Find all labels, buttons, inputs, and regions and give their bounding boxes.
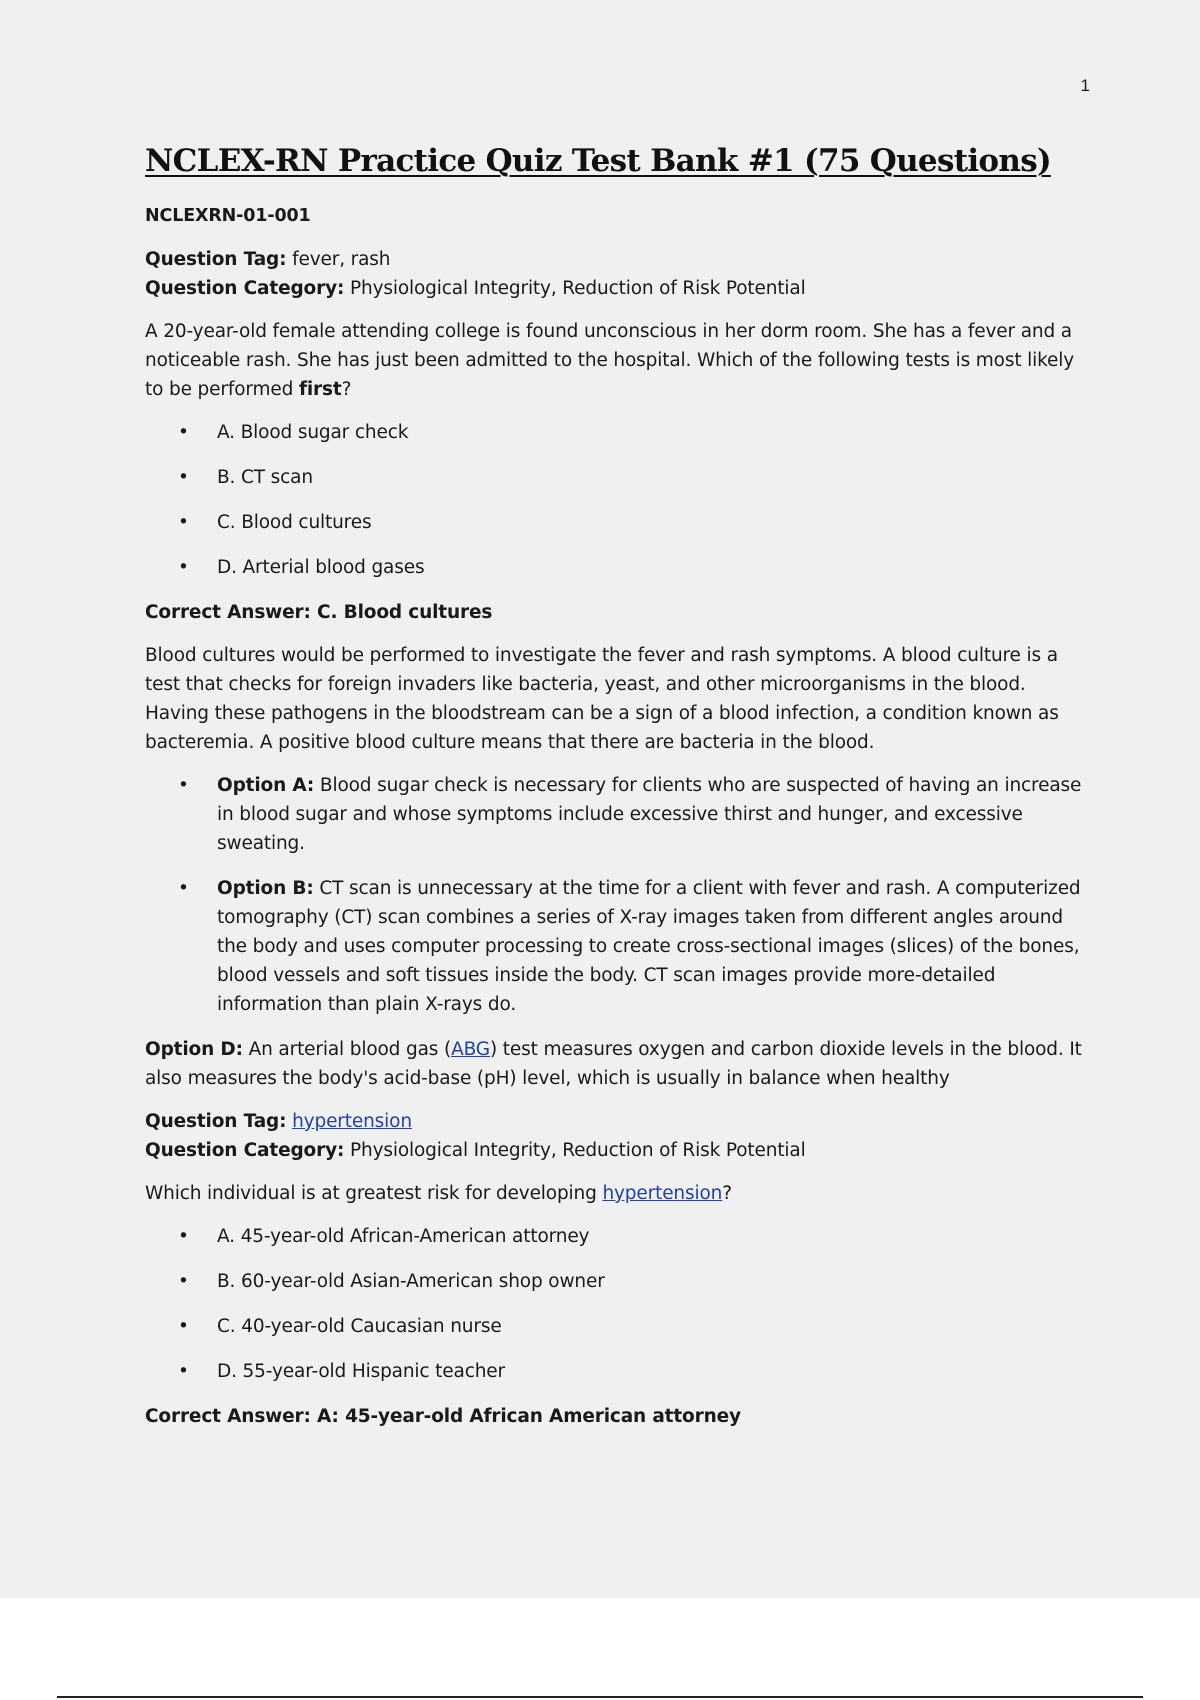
option-b: • B. CT scan bbox=[145, 463, 1095, 492]
stem-end: ? bbox=[722, 1183, 732, 1204]
rationale-label: Option A: bbox=[217, 775, 315, 796]
page-title: NCLEX-RN Practice Quiz Test Bank #1 (75 Questions) bbox=[145, 143, 1051, 179]
tag-label: Question Tag: bbox=[145, 1111, 287, 1132]
tag-label: Question Tag: bbox=[145, 249, 287, 270]
question-tag bbox=[145, 1107, 1095, 1136]
answer-options bbox=[145, 418, 1095, 582]
page-number: 1 bbox=[1080, 76, 1090, 95]
stem-end: ? bbox=[341, 379, 352, 400]
rationale-list bbox=[145, 771, 1095, 1019]
correct-answer: Correct Answer: A: 45-year-old African American attorney bbox=[145, 1406, 741, 1427]
option-c: • C. Blood cultures bbox=[145, 508, 1095, 537]
document-body bbox=[145, 140, 1095, 1445]
stem-text: Which individual is at greatest risk for developing bbox=[145, 1183, 603, 1204]
question-category bbox=[145, 274, 1095, 303]
category-label: Question Category: bbox=[145, 1140, 345, 1161]
question-category bbox=[145, 1136, 1095, 1165]
question-stem bbox=[145, 1179, 1095, 1208]
option-a: • A. 45-year-old African-American attorney bbox=[145, 1222, 1095, 1251]
rationale-label: Option D: bbox=[145, 1039, 243, 1060]
explanation: Blood cultures would be performed to investigate the fever and rash symptoms. A blood culture is a test that checks for foreign invaders like bacteria, yeast, and other microorganisms in the blood. Having these pathogens in the bloodstream can be a sign of a blood infection, a condition known as bacteremia. A positive blood culture means that there are bacteria in the blood. bbox=[145, 645, 1059, 753]
option-c: • C. 40-year-old Caucasian nurse bbox=[145, 1312, 1095, 1341]
rationale-text: CT scan is unnecessary at the time for a client with fever and rash. A computerized tomography (CT) scan combines a series of X-ray images taken from different angles around the body and uses computer processing to create cross-sectional images (slices) of the bones, blood vessels and soft tissues inside the body. CT scan images provide more-detailed information than plain X-rays do. bbox=[217, 878, 1081, 1015]
tag-value: fever, rash bbox=[292, 249, 391, 270]
rationale-option-b bbox=[145, 874, 1095, 1019]
category-value: Physiological Integrity, Reduction of Risk Potential bbox=[349, 1140, 806, 1161]
question-stem bbox=[145, 317, 1095, 404]
stem-emphasis: first bbox=[298, 379, 342, 400]
option-d: • D. 55-year-old Hispanic teacher bbox=[145, 1357, 1095, 1386]
correct-answer: Correct Answer: C. Blood cultures bbox=[145, 602, 493, 623]
question-tag bbox=[145, 245, 1095, 274]
rationale-text: ) test measures oxygen and carbon dioxide levels in the blood. It also measures the body's acid-base (pH) level, which is usually in balance when healthy bbox=[145, 1039, 1082, 1089]
hypertension-tag-link[interactable]: hypertension bbox=[292, 1111, 412, 1132]
answer-options bbox=[145, 1222, 1095, 1386]
footer-divider bbox=[57, 1696, 1143, 1698]
rationale-option-d bbox=[145, 1035, 1095, 1093]
rationale-text: Blood sugar check is necessary for clients who are suspected of having an increase in blood sugar and whose symptoms include excessive thirst and hunger, and excessive sweating. bbox=[217, 775, 1082, 854]
abg-link[interactable]: ABG bbox=[451, 1039, 490, 1060]
rationale-text: An arterial blood gas ( bbox=[242, 1039, 452, 1060]
rationale-label: Option B: bbox=[217, 878, 314, 899]
question-meta bbox=[145, 245, 1095, 303]
category-value: Physiological Integrity, Reduction of Risk Potential bbox=[349, 278, 806, 299]
hypertension-link[interactable]: hypertension bbox=[602, 1183, 723, 1204]
option-d: • D. Arterial blood gases bbox=[145, 553, 1095, 582]
stem-text: A 20-year-old female attending college is found unconscious in her dorm room. She has a fever and a noticeable rash. She has just been admitted to the hospital. Which of the following tests is most likely to be performed bbox=[145, 321, 1075, 400]
question-meta bbox=[145, 1107, 1095, 1165]
rationale-option-a bbox=[145, 771, 1095, 858]
category-label: Question Category: bbox=[145, 278, 345, 299]
option-b: • B. 60-year-old Asian-American shop owner bbox=[145, 1267, 1095, 1296]
question-id: NCLEXRN-01-001 bbox=[145, 206, 311, 226]
option-a: • A. Blood sugar check bbox=[145, 418, 1095, 447]
